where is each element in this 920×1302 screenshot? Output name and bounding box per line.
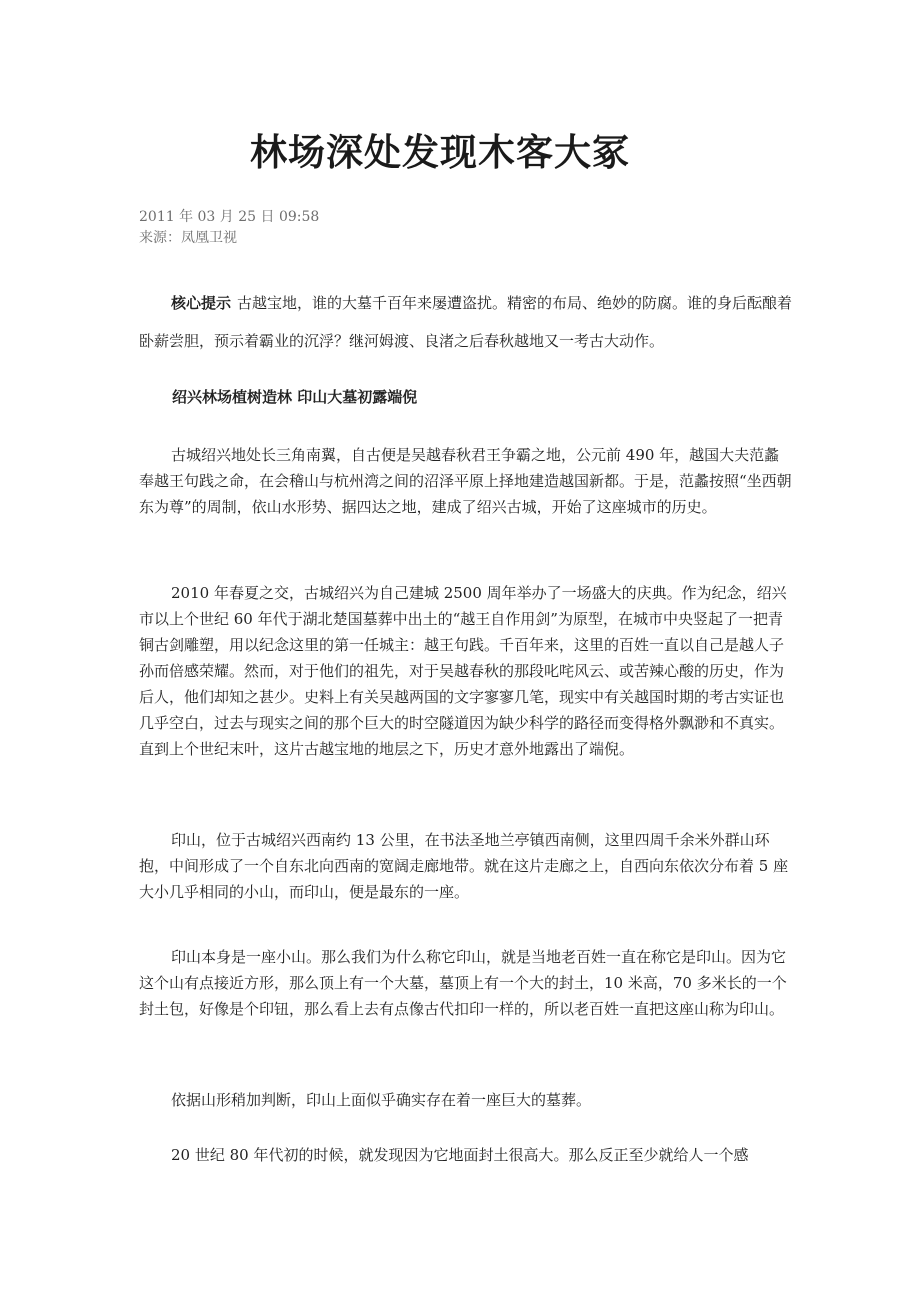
section-subheading: 绍兴林场植树造林 印山大墓初露端倪 (172, 388, 418, 406)
summary-label: 核心提示 (171, 294, 232, 312)
article-meta (139, 207, 319, 249)
publish-date: 2011 年 03 月 25 日 09:58 (139, 209, 320, 225)
paragraph-5: 依据山形稍加判断，印山上面似乎确实存在着一座巨大的墓葬。 (171, 1091, 592, 1109)
paragraph-2: 2010 年春夏之交，古城绍兴为自己建城 2500 周年举办了一场盛大的庆典。作为纪念，绍兴市以上个世纪 60 年代于湖北楚国墓葬中出土的“越王自作用剑”为原型，在城市中央竖起了一把青铜古剑雕塑，用以纪念这里的第一任城主：越王句践。千百年来，这里的百姓一直以自己是越人子孙而倍感荣耀。然而，对于他们的祖先，对于吴越春秋的那段叱咤风云、或苦辣心酸的历史，作为后人，他们却知之甚少。史料上有关吴越两国的文字寥寥几笔，现实中有关越国时期的考古实证也几乎空白，过去与现实之间的那个巨大的时空隧道因为缺少科学的路径而变得格外飘渺和不真实。直到上个世纪末叶，这片古越宝地的地层之下，历史才意外地露出了端倪。 (139, 584, 787, 758)
core-summary (139, 284, 794, 360)
summary-text: 古越宝地，谁的大墓千百年来屡遭盗扰。精密的布局、绝妙的防腐。谁的身后酝酿着卧薪尝胆，预示着霸业的沉浮？继河姆渡、良渚之后春秋越地又一考古大动作。 (139, 294, 793, 350)
paragraph-6: 20 世纪 80 年代初的时候，就发现因为它地面封土很高大。那么反正至少就给人一个感 (171, 1146, 749, 1164)
paragraph-3: 印山，位于古城绍兴西南约 13 公里，在书法圣地兰亭镇西南侧，这里四周千余米外群山环抱，中间形成了一个自东北向西南的宽阔走廊地带。就在这片走廊之上，自西向东依次分布着 5 座大小几乎相同的小山，而印山，便是最东的一座。 (139, 831, 789, 901)
article-title: 林场深处发现木客大冢 (250, 131, 630, 174)
paragraph-1: 古城绍兴地处长三角南翼，自古便是吴越春秋君王争霸之地，公元前 490 年，越国大夫范蠡奉越王句践之命，在会稽山与杭州湾之间的沼泽平原上择地建造越国新都。于是，范蠡按照“坐西朝东为尊”的周制，依山水形势、据四达之地，建成了绍兴古城，开始了这座城市的历史。 (139, 446, 792, 516)
paragraph-4: 印山本身是一座小山。那么我们为什么称它印山，就是当地老百姓一直在称它是印山。因为它这个山有点接近方形，那么顶上有一个大墓，墓顶上有一个大的封土，10 米高，70 多米长的一个封土包，好像是个印钮，那么看上去有点像古代扣印一样的，所以老百姓一直把这座山称为印山。 (139, 948, 787, 1018)
article-source: 来源：凤凰卫视 (139, 230, 237, 246)
